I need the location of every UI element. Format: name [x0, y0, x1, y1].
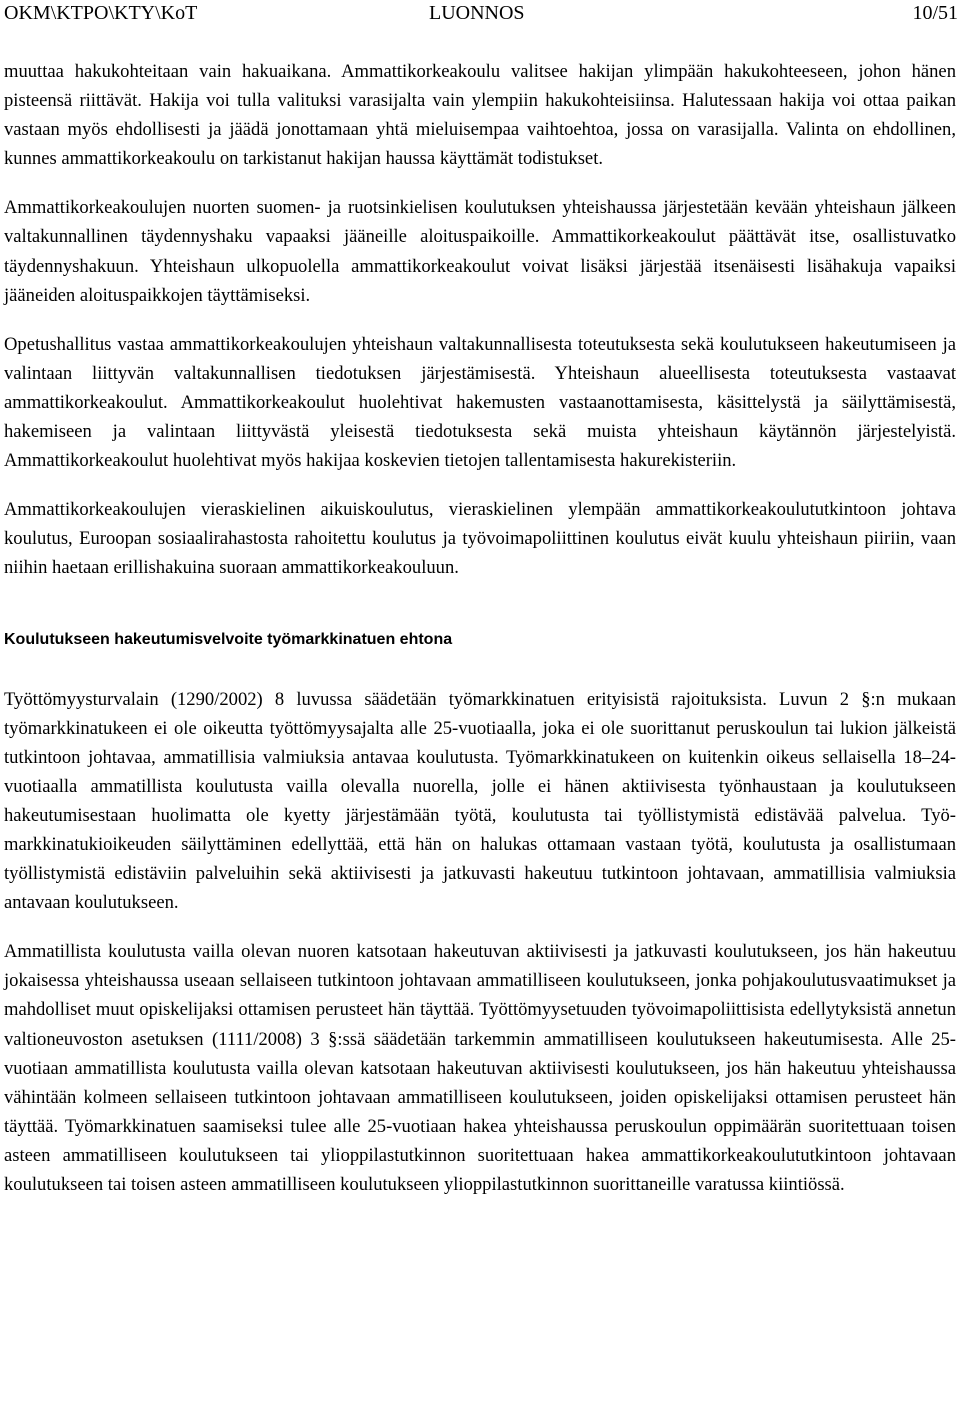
document-reference: OKM\KTPO\KTY\KoT: [4, 2, 198, 24]
document-body: [4, 57, 956, 1199]
paragraph: Ammattikorkeakoulujen nuorten suomen- ja ruotsinkielisen koulutuksen yhteishaussa järjestetään kevään yhteishaun jälkeen valtakunnallinen täydennyshaku vapaaksi jääneille aloituspaikoille. Ammattikorkeakoulut päättävät itse, osallistuvatko täydennyshakuun. Yhteishaun ulkopuolella ammattikorkeakoulut voivat lisäksi järjestää itsenäisesti lisähakuja vapaiksi jääneiden aloituspaikkojen täyttämiseksi.: [4, 197, 956, 306]
paragraph: Opetushallitus vastaa ammattikorkeakoulujen yhteishaun valtakunnallisesta toteutuksesta sekä koulutukseen hakeutumiseen ja valintaan liittyvän valtakunnallisen tiedotuksen järjestämisestä. Yhteishaun alueellisesta toteutuksesta vastaavat ammattikorkeakoulut. Ammattikorkeakoulut huolehtivat hakemusten vastaanottamisesta, käsittelystä ja säilyttämisestä, hakemiseen ja valintaan liittyvästä yleisestä tiedotuksesta sekä muista yhteishaun käytännön järjestelyistä. Ammattikorkeakoulut huolehtivat myös hakijaa koskevien tietojen tallentamisesta hakurekisteriin.: [4, 333, 956, 472]
page-number: 10/51: [912, 2, 958, 24]
paragraph: Ammattikorkeakoulujen vieraskielinen aikuiskoulutus, vieraskielinen ylempään ammattikorkeakoulututkintoon johtava koulutus, Euroopan sosiaalirahastosta rahoitettu koulutus ja työvoimapoliittinen koulutus eivät kuulu yhteishaun piiriin, vaan niihin haetaan erillishakuina suoraan ammattikorkeakouluun.: [4, 499, 956, 579]
page-header: [4, 0, 958, 26]
paragraph: Työttömyysturvalain (1290/2002) 8 luvussa säädetään työmarkkinatuen erityisistä rajoituksista. Luvun 2 §:n mukaan työmarkkinatukeen ei ole oikeutta työttömyysajalta alle 25-vuotiaalla, joka ei ole suorittanut peruskoulun tai lukion jälkeistä tutkintoon johtavaa, ammatillisia valmiuksia antavaa koulutusta. Työmarkkinatukeen on kuitenkin oikeus sellaisella 18–24-vuotiaalla ammatillista koulutusta vailla olevalla nuorella, jolle ei hänen aktiivisesta työnhaustaan ja koulutukseen hakeutumisestaan huolimatta ole kyetty järjestämään työtä, koulutusta tai työllistymistä edistävää palvelua. Työmarkkinatukioikeuden säilyttäminen edellyttää, että hän on halukas ottamaan vastaan työtä, koulutusta ja osallistumaan työllistymistä edistäviin palveluihin sekä aktiivisesti ja jatkuvasti hakeutuu tutkintoon johtavaan, ammatillisia valmiuksia antavaan koulutukseen.: [4, 688, 956, 914]
paragraph: muuttaa hakukohteitaan vain hakuaikana. Ammattikorkeakoulu valitsee hakijan ylimpään hakukohteeseen, johon hänen pisteensä riittävät. Hakija voi tulla valituksi varasijalta vain ylempiin hakukohteisiinsa. Halutessaan hakija voi ottaa paikan vastaan myös ehdollisesti ja jäädä jonottamaan yhtä mieluisempaa vaihtoehtoa, jossa on varasijalla. Valinta on ehdollinen, kunnes ammattikorkeakoulu on tarkistanut hakijan haussa käyttämät todistukset.: [4, 61, 956, 170]
paragraph: Ammatillista koulutusta vailla olevan nuoren katsotaan hakeutuvan aktiivisesti ja jatkuvasti koulutukseen, jos hän hakeutuu jokaisessa yhteishaussa useaan sellaiseen tutkintoon johtavaan ammatilliseen koulutukseen, jonka pohjakoulutusvaatimukset ja mahdolliset muut opiskelijaksi ottamisen perusteet hän täyttää. Työttömyysetuuden työvoimapoliittisista edellytyksistä annetun valtioneuvoston asetuksen (1111/2008) 3 §:ssä säädetään tarkemmin ammatilliseen koulutukseen hakeutumisesta. Alle 25-vuotiaan ammatillista koulutusta vailla olevan katsotaan hakeutuvan aktiivisesti koulutukseen, jos hän hakeutuu yhteishaussa vähintään kolmeen sellaiseen tutkintoon johtavaan ammatilliseen koulutukseen, joiden opiskelijaksi ottamisen perusteet hän täyttää. Työmarkkinatuen saamiseksi tulee alle 25-vuotiaan hakea yhteishaussa peruskoulun oppimäärän suoritettuaan toisen asteen ammatilliseen koulutukseen tai ylioppilastutkinnon suoritettuaan hakea ammattikorkeakoulututkintoon johtavaan koulutukseen tai toisen asteen ammatilliseen koulutukseen ylioppilastutkinnon suorittaneille varatussa kiintiössä.: [4, 941, 956, 1195]
draft-label: LUONNOS: [429, 2, 525, 24]
section-heading: Koulutukseen hakeutumisvelvoite työmarkkinatuen ehtona: [4, 630, 453, 648]
